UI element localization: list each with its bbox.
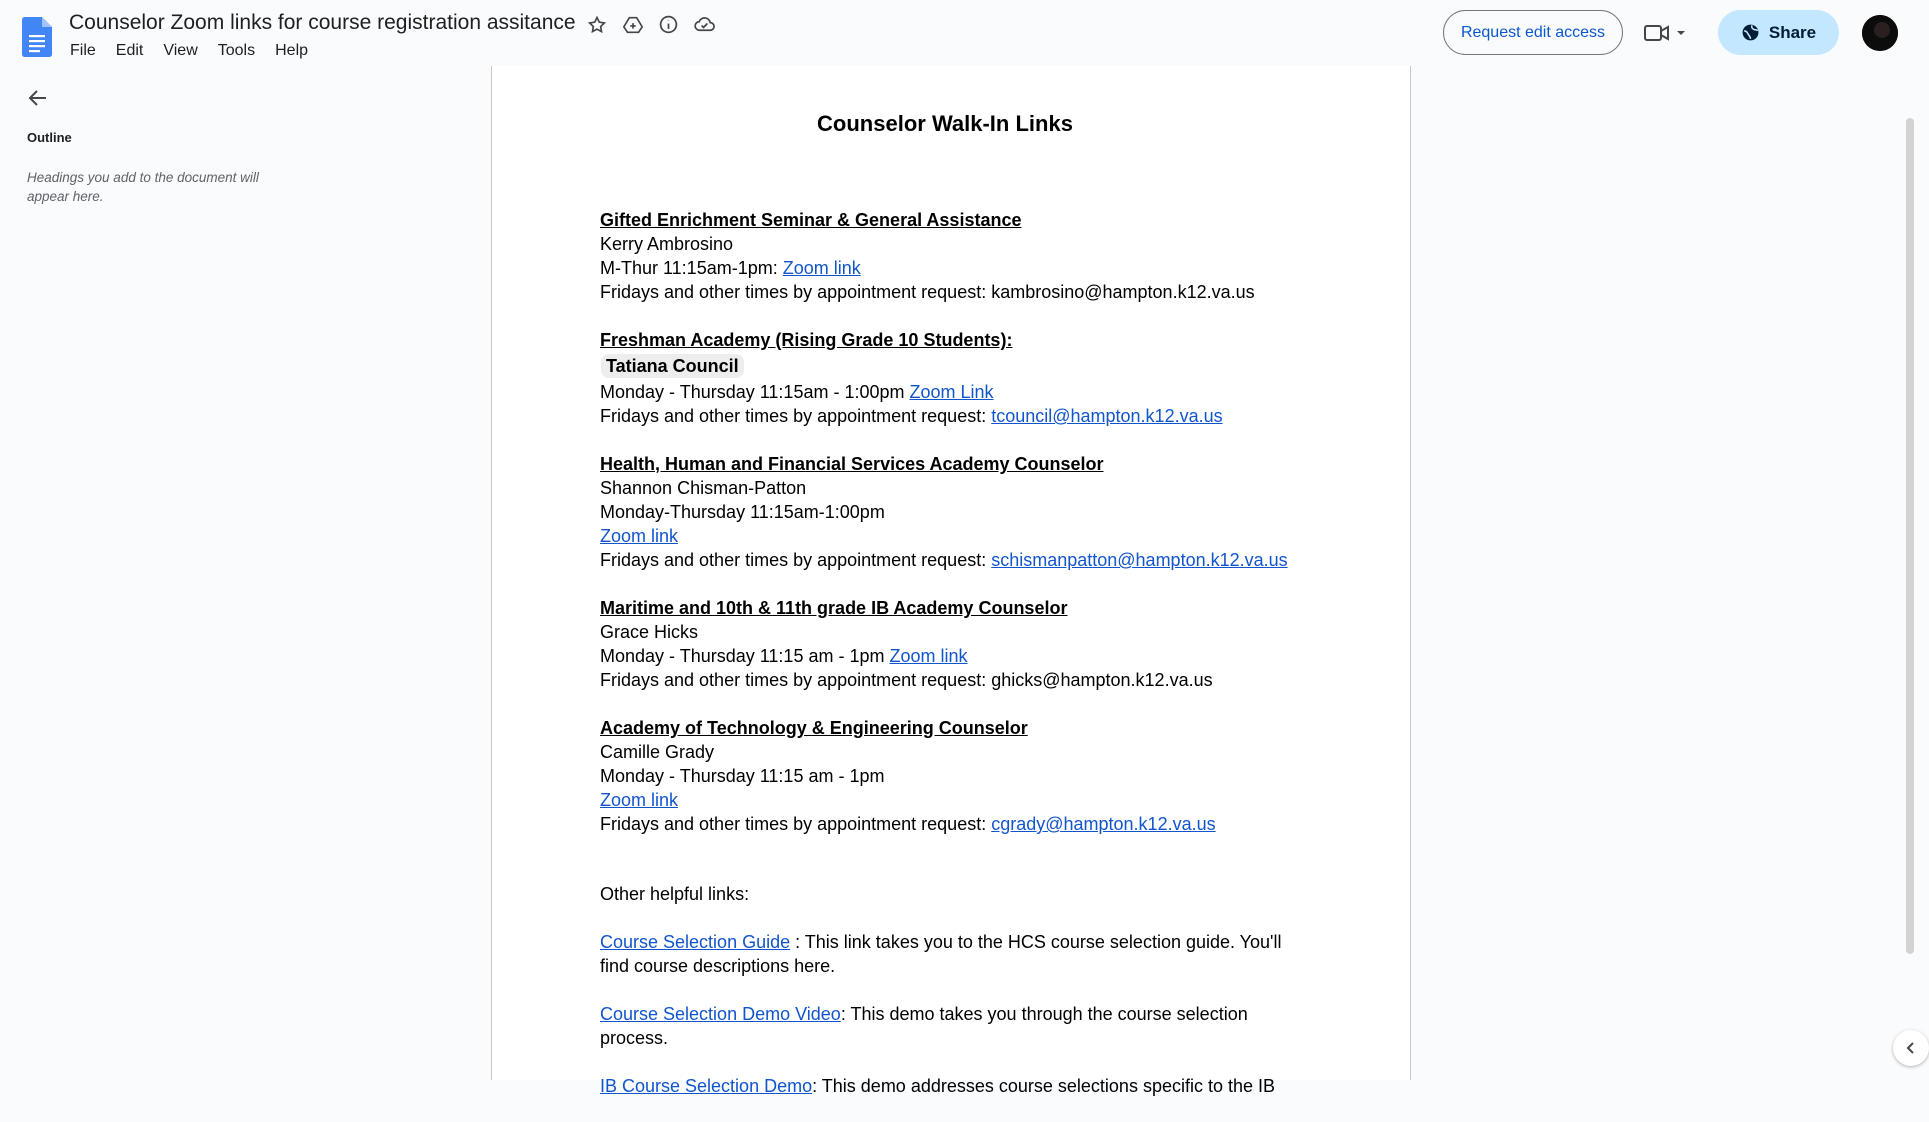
appointment-text: Fridays and other times by appointment request: xyxy=(600,550,992,570)
zoom-link[interactable]: Zoom link xyxy=(600,526,679,546)
counselor-section xyxy=(600,208,1320,304)
share-button[interactable] xyxy=(1718,10,1839,55)
counselor-section xyxy=(600,452,1320,572)
helpful-link-paragraph xyxy=(600,1002,1300,1050)
close-outline-button[interactable] xyxy=(26,86,52,112)
zoom-link[interactable]: Zoom link xyxy=(889,646,968,666)
section-heading: Freshman Academy (Rising Grade 10 Students): xyxy=(600,330,1013,350)
zoom-link[interactable]: Zoom link xyxy=(782,258,861,278)
star-icon[interactable] xyxy=(584,12,609,37)
menu-tools[interactable]: Tools xyxy=(217,42,256,59)
other-links-heading: Other helpful links: xyxy=(600,884,750,904)
menu-file[interactable]: File xyxy=(70,42,96,59)
person-chip[interactable]: Tatiana Council xyxy=(601,354,744,378)
email-text: kambrosino@hampton.k12.va.us xyxy=(991,282,1255,302)
menu-bar xyxy=(60,42,318,60)
zoom-link[interactable]: Zoom Link xyxy=(909,382,994,402)
move-to-drive-icon[interactable] xyxy=(620,12,645,37)
menu-view[interactable]: View xyxy=(163,42,198,59)
email-text: ghicks@hampton.k12.va.us xyxy=(991,670,1213,690)
meet-button[interactable] xyxy=(1643,14,1713,52)
section-heading: Health, Human and Financial Services Academy Counselor xyxy=(600,454,1104,474)
counselor-name: Kerry Ambrosino xyxy=(600,234,734,254)
helpful-link-paragraph xyxy=(600,930,1300,978)
section-heading: Gifted Enrichment Seminar & General Assistance xyxy=(600,210,1022,230)
counselor-name: Camille Grady xyxy=(600,742,715,762)
appointment-text: Fridays and other times by appointment request: xyxy=(600,406,992,426)
request-edit-access-button[interactable]: Request edit access xyxy=(1443,10,1623,55)
appointment-text: Fridays and other times by appointment request: xyxy=(600,282,992,302)
show-side-panel-button[interactable] xyxy=(1893,1030,1929,1066)
appointment-text: Fridays and other times by appointment request: xyxy=(600,814,992,834)
ib-course-selection-demo-link[interactable]: IB Course Selection Demo xyxy=(600,1076,813,1096)
office-hours: Monday - Thursday 11:15 am - 1pm xyxy=(600,646,890,666)
section-heading: Academy of Technology & Engineering Counselor xyxy=(600,718,1028,738)
outline-empty-hint: Headings you add to the document will appear here. xyxy=(27,170,259,204)
email-link[interactable]: schismanpatton@hampton.k12.va.us xyxy=(991,550,1288,570)
share-label: Share xyxy=(1768,22,1817,42)
office-hours: Monday - Thursday 11:15 am - 1pm xyxy=(600,766,885,786)
office-hours: M-Thur 11:15am-1pm: xyxy=(600,258,783,278)
email-link[interactable]: cgrady@hampton.k12.va.us xyxy=(991,814,1216,834)
link-description: : This demo addresses course selections specific to the IB xyxy=(812,1076,1276,1096)
counselor-name: Grace Hicks xyxy=(600,622,699,642)
arrow-left-icon xyxy=(26,86,50,110)
counselor-section xyxy=(600,716,1320,836)
menu-edit[interactable]: Edit xyxy=(115,42,144,59)
office-hours: Monday-Thursday 11:15am-1:00pm xyxy=(600,502,885,522)
document-details-icon[interactable] xyxy=(656,12,681,37)
helpful-link-paragraph xyxy=(600,1074,1300,1098)
document-title[interactable]: Counselor Zoom links for course registration assitance xyxy=(69,11,576,34)
counselor-section xyxy=(600,328,1320,428)
email-link[interactable]: tcouncil@hampton.k12.va.us xyxy=(991,406,1223,426)
document-page[interactable] xyxy=(491,66,1411,1096)
vertical-scrollbar[interactable] xyxy=(1906,118,1914,954)
zoom-link[interactable]: Zoom link xyxy=(600,790,679,810)
counselor-section xyxy=(600,596,1320,692)
docs-logo-icon[interactable] xyxy=(22,17,52,57)
cloud-status-icon[interactable] xyxy=(692,12,717,37)
chevron-left-icon xyxy=(1904,1041,1918,1055)
counselor-name: Shannon Chisman-Patton xyxy=(600,478,807,498)
appointment-text: Fridays and other times by appointment request: xyxy=(600,670,992,690)
link-description: : This demo takes you through the course selection process. xyxy=(600,1004,1248,1048)
link-description: : This link takes you to the HCS course selection guide. You'll find course descriptions here. xyxy=(600,932,1282,976)
chevron-down-icon xyxy=(1675,27,1687,39)
course-selection-demo-link[interactable]: Course Selection Demo Video xyxy=(600,1004,841,1024)
doc-heading: Counselor Walk-In Links xyxy=(817,111,1073,136)
office-hours: Monday - Thursday 11:15am - 1:00pm xyxy=(600,382,910,402)
globe-icon xyxy=(1741,23,1760,42)
top-bar xyxy=(0,0,1920,66)
course-selection-guide-link[interactable]: Course Selection Guide xyxy=(600,932,791,952)
outline-title: Outline xyxy=(27,130,72,145)
section-heading: Maritime and 10th & 11th grade IB Academy Counselor xyxy=(600,598,1068,618)
video-camera-icon xyxy=(1643,21,1671,45)
menu-help[interactable]: Help xyxy=(275,42,309,59)
outline-panel xyxy=(0,66,490,1080)
document-body[interactable] xyxy=(600,112,1320,1122)
account-avatar[interactable] xyxy=(1862,15,1898,51)
